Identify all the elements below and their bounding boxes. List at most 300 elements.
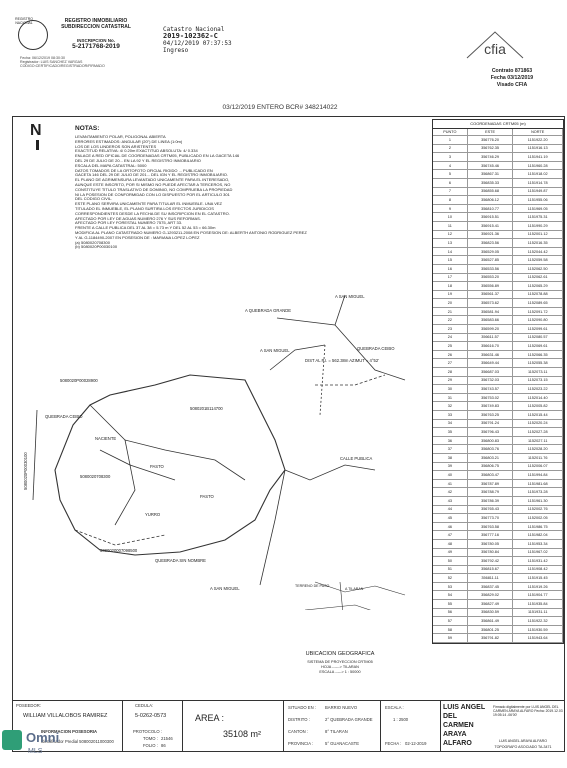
note-line: DATOS TOMADOS DE LA ORTOFOTO OFICIAL RIGIDO ... PUBLICADO EN: [75, 167, 213, 173]
cell-norte: 1151961.30: [513, 496, 563, 505]
cell-punto: 34: [433, 419, 467, 428]
note-line: (a) 5080020708300: [75, 239, 110, 245]
north-arrow-bar: [36, 140, 39, 150]
cell-norte: 1151990.29: [513, 221, 563, 230]
cell-este: 356773.70: [467, 514, 513, 523]
cell-norte: 1152015.44: [513, 411, 563, 420]
cell-punto: 25: [433, 342, 467, 351]
cell-punto: 28: [433, 368, 467, 377]
stream-sin-nombre: [75, 530, 165, 545]
cell-norte: 1152044.42: [513, 247, 563, 256]
label-quebrada-grande: A QUEBRADA GRANDE: [245, 308, 292, 313]
cell-punto: 36: [433, 436, 467, 445]
cell-punto: 24: [433, 333, 467, 342]
cell-norte: 1151914.78: [513, 178, 563, 187]
cell-norte: 1152062.50: [513, 264, 563, 273]
table-row: [433, 471, 563, 480]
table-row: [433, 608, 563, 617]
distrito-value: 2° QUEBRADA GRANDE: [325, 717, 373, 722]
table-row: [433, 290, 563, 299]
signer-title-2: TOPOGRAFO ASOCIADO TA-3471: [494, 745, 552, 749]
cell-este: 356801.25: [467, 625, 513, 634]
road-calle-publica: [285, 465, 375, 480]
cell-norte: 1152065.29: [513, 282, 563, 291]
cell-punto: 55: [433, 600, 467, 609]
fecha-value: 02-12-2019: [405, 741, 427, 746]
table-row: [433, 565, 563, 574]
cell-punto: 11: [433, 221, 467, 230]
cell-este: 356806.12: [467, 196, 513, 205]
fecha-label: FECHA :: [385, 741, 402, 746]
table-row: [433, 325, 563, 334]
cell-este: 356561.37: [467, 290, 513, 299]
cell-norte: 1151941.19: [513, 153, 563, 162]
cell-norte: 1152014.40: [513, 393, 563, 402]
cell-este: 356791.82: [467, 634, 513, 643]
table-row: [433, 539, 563, 548]
note-line: (b) 5080020P00030100: [75, 244, 118, 250]
cell-norte: 1151922.32: [513, 617, 563, 626]
note-line: NI LA POSESION DE CONFORMIDAD CON LO DISPUESTO POR EL ARTICULO 301: [75, 191, 230, 197]
cell-norte: 1151915.45: [513, 574, 563, 583]
cell-este: 356837.45: [467, 582, 513, 591]
info-posesoria-sub: Identificador Predial 508002011000300: [41, 739, 114, 744]
cell-norte: 1151960.28: [513, 161, 563, 170]
table-row: [433, 213, 563, 222]
cell-norte: 1152023.22: [513, 385, 563, 394]
cell-norte: 1152002.05: [513, 514, 563, 523]
table-row: [433, 230, 563, 239]
label-quebrada-ceibo-left: QUEBRADA CEIBO: [45, 414, 83, 419]
cell-norte: 1152090.80: [513, 316, 563, 325]
cell-punto: 10: [433, 213, 467, 222]
cell-este: 356687.03: [467, 368, 513, 377]
registry-seal-text: REGISTRO NACIONAL: [15, 17, 33, 25]
cell-este: 356915.51: [467, 213, 513, 222]
cell-punto: 23: [433, 325, 467, 334]
cell-norte: 1152059.58: [513, 256, 563, 265]
cfia-contract: Contrato 871863: [491, 68, 533, 74]
cell-norte: 1151982.04: [513, 531, 563, 540]
cell-este: 356611.57: [467, 333, 513, 342]
cell-norte: 1151994.84: [513, 471, 563, 480]
cell-punto: 53: [433, 582, 467, 591]
cell-punto: 17: [433, 273, 467, 282]
table-row: [433, 496, 563, 505]
catastro-line-3: 04/12/2019 07:37:53: [163, 40, 232, 47]
cell-norte: 1151975.31: [513, 213, 563, 222]
label-parcel-3: 5080020708300: [80, 474, 111, 479]
cell-norte: 1151904.77: [513, 591, 563, 600]
cell-norte: 1151967.02: [513, 548, 563, 557]
table-row: [433, 342, 563, 351]
cell-este: 356829.02: [467, 591, 513, 600]
escala-label: ESCALA :: [385, 705, 404, 710]
cfia-visado: Visado CFIA: [496, 82, 528, 88]
table-row: [433, 299, 563, 308]
cell-este: 356830.59: [467, 608, 513, 617]
divider: [440, 700, 441, 752]
cell-punto: 48: [433, 539, 467, 548]
cell-norte: 1151949.87: [513, 187, 563, 196]
cell-punto: 39: [433, 462, 467, 471]
note-line: EL PLANO DE AGRIMENSURA LEVANTADO UNICAMENTE PARA EL INTERESADO,: [75, 177, 230, 183]
cell-este: 356765.43: [467, 505, 513, 514]
note-line: ESCALA DEL MAPA CATASTRAL: 5000: [75, 162, 147, 168]
note-line: Y AL G-1184490-2007 EN POSESION DE : MARIANA LOPEZ LOPEZ: [75, 234, 200, 240]
cell-este: 356800.83: [467, 436, 513, 445]
left-boundary: [33, 410, 37, 500]
cell-este: 356732.03: [467, 376, 513, 385]
cell-punto: 49: [433, 548, 467, 557]
cell-este: 356583.66: [467, 316, 513, 325]
cell-este: 356803.76: [467, 445, 513, 454]
poseedor-value: WILLIAM VILLALOBOS RAMIREZ: [23, 713, 108, 719]
label-parcel-4: 5080020007098500: [100, 548, 138, 553]
cell-este: 356529.05: [467, 247, 513, 256]
cell-norte: 1151969.05: [513, 204, 563, 213]
table-row: [433, 531, 563, 540]
table-row: [433, 239, 563, 248]
cell-norte: 1152027.28: [513, 428, 563, 437]
col-este: ESTE: [467, 129, 513, 136]
label-dist: DIST AL P.I. = 562.38m AZIMUT = 4°52': [305, 358, 380, 363]
cell-norte: 1151919.26: [513, 582, 563, 591]
registry-meta: [20, 56, 148, 68]
cell-este: 356855.68: [467, 187, 513, 196]
escala-value: 1 : 2500: [393, 717, 409, 722]
tomo-label: TOMO :: [143, 736, 158, 741]
catastro-stamp: [163, 26, 273, 54]
note-line: CORRESPONDIENTES DESDE LA FECHA DE SU INSCRIPCION EN EL CATASTRO.: [75, 210, 230, 216]
label-pasto-1: PASTO: [150, 464, 164, 469]
cell-norte: 1152089.65: [513, 299, 563, 308]
cell-punto: 21: [433, 307, 467, 316]
note-line: CONSTITUYE TITULO TRASLATIVO DE DOMINIO, NO COMPRUEBA LA PROPIEDAD: [75, 186, 233, 192]
table-row: [433, 144, 563, 153]
table-row: [433, 479, 563, 488]
cell-norte: 1151953.34: [513, 539, 563, 548]
cell-este: 356777.16: [467, 531, 513, 540]
table-row: [433, 247, 563, 256]
signer-digital-signature: Firmado digitalmente por LUIS ANGEL DEL CARMEN ARAYA ALFARO Fecha: 2019.12.03 19:05:14 -06'00': [493, 705, 563, 718]
note-line: TITULADO EL INMUEBLE, EL PLANO SURTIRA LOS EFECTOS JURIDICOS: [75, 205, 214, 211]
cell-norte: 1151918.02: [513, 170, 563, 179]
table-row: [433, 221, 563, 230]
cell-punto: 58: [433, 625, 467, 634]
cell-punto: 56: [433, 608, 467, 617]
table-row: [433, 307, 563, 316]
cell-norte: 1152016.35: [513, 239, 563, 248]
table-row: [433, 359, 563, 368]
cell-este: 356780.84: [467, 548, 513, 557]
cell-punto: 20: [433, 299, 467, 308]
cell-punto: 4: [433, 161, 467, 170]
cell-norte: 1152028.20: [513, 445, 563, 454]
cfia-date: Fecha 03/12/2019: [490, 75, 534, 81]
note-line: FRENTE A CALLE PUBLICA DEL 37 AL 38 = 5.73 m Y DEL 52 AL 53 = 66.30m: [75, 225, 216, 231]
note-line: LEVANTAMIENTO POLAR, POLIGONAL ABIERTA: [75, 134, 166, 139]
cell-norte: 1151986.75: [513, 522, 563, 531]
cell-norte: 1151943.64: [513, 634, 563, 643]
label-san-miguel-bottom: A SAN MIGUEL: [210, 586, 240, 591]
coordinates-table: [432, 119, 564, 644]
cell-punto: 18: [433, 282, 467, 291]
cell-este: 356573.62: [467, 299, 513, 308]
table-row: [433, 161, 563, 170]
cell-norte: 1152099.61: [513, 325, 563, 334]
table-row: [433, 436, 563, 445]
table-row: [433, 617, 563, 626]
note-line: AUNQUE ESTE INSCRITO, POR SI MISMO NO PUEDE AFECTAR A TERCEROS, NO: [75, 181, 231, 187]
registry-meta-code: CODIGO:CERTIFICADO/REGISTRADOR/FIRMADO: [20, 64, 105, 68]
cell-este: 356780.05: [467, 539, 513, 548]
cell-este: 356861.49: [467, 617, 513, 626]
table-row: [433, 316, 563, 325]
cell-norte: 1152062.61: [513, 273, 563, 282]
cell-este: 356811.11: [467, 574, 513, 583]
signer-title-1: LUIS ANGEL ARAYA ALFARO: [498, 739, 548, 743]
note-line: ERRORES ESTIMADOS: ANGULAR (20") DE LINEA (1:0m): [75, 138, 183, 144]
table-row: [433, 187, 563, 196]
label-yurro: YURRO: [145, 512, 161, 517]
cell-norte: 1151973.28: [513, 488, 563, 497]
table-row: [433, 196, 563, 205]
inset-title: TERRENO DE PASO: [295, 584, 330, 588]
cell-punto: 1: [433, 136, 467, 145]
title-block: [12, 700, 565, 752]
tomo-value: 21546: [161, 736, 173, 741]
cell-este: 356915.41: [467, 221, 513, 230]
col-punto: PUNTO: [433, 129, 467, 136]
cell-punto: 8: [433, 196, 467, 205]
label-parcel-1: 5080020P00028900: [60, 378, 98, 383]
divider: [182, 700, 183, 752]
cell-este: 356867.31: [467, 170, 513, 179]
cell-punto: 2: [433, 144, 467, 153]
table-row: [433, 393, 563, 402]
cell-norte: 1151916.13: [513, 144, 563, 153]
house-icon: [2, 730, 22, 750]
table-row: [433, 634, 563, 643]
cell-punto: 43: [433, 496, 467, 505]
label-parcel-2: 5080201B114700: [190, 406, 223, 411]
label-san-miguel-mid: A SAN MIGUEL: [260, 348, 290, 353]
cell-punto: 50: [433, 557, 467, 566]
cfia-logo-text: cfia: [484, 41, 506, 57]
table-row: [433, 557, 563, 566]
ubicacion-title: UBICACION GEOGRAFICA: [305, 651, 375, 657]
cell-este: 356527.85: [467, 256, 513, 265]
ubicacion-escala: ESCALA -----> 1 : 50000: [319, 670, 361, 674]
inset-label-tilaran: A TILARAN: [345, 587, 364, 591]
note-line: ESTE PLANO SERVIRA UNICAMENTE PARA TITULAR EL INMUEBLE. UNA VEZ: [75, 201, 223, 207]
entry-line: 03/12/2019 ENTERO BCR# 348214022: [222, 104, 338, 111]
omni-mls-watermark: [2, 724, 60, 766]
cell-norte: 1152080.57: [513, 333, 563, 342]
label-quebrada-sin-nombre: QUEBRADA SIN NOMBRE: [155, 558, 206, 563]
cell-este: 356533.56: [467, 264, 513, 273]
interior-track-3: [115, 440, 135, 525]
catastro-line-2: 2019-102362-C: [163, 32, 218, 40]
cell-este: 356753.02: [467, 393, 513, 402]
coordinates-grid: [433, 129, 563, 643]
note-line: DEL 29 DE JULIO DE 20... EN LA 92 Y EL REGISTRO INMOBILIARIO: [75, 157, 201, 163]
cedula-label: CEDULA:: [135, 703, 154, 708]
info-posesoria-label: INFORMACION POSESORIA: [41, 729, 98, 734]
table-row: [433, 505, 563, 514]
label-naciente: NACIENTE: [95, 436, 117, 441]
col-norte: NORTE: [513, 129, 563, 136]
cell-punto: 3: [433, 153, 467, 162]
road-san-miguel-top: [335, 295, 345, 325]
table-row: [433, 170, 563, 179]
cell-norte: 1152001.12: [513, 230, 563, 239]
cell-norte: 1152002.76: [513, 505, 563, 514]
cell-este: 356762.35: [467, 144, 513, 153]
cell-este: 356746.29: [467, 153, 513, 162]
note-line: ENLACE A RED OFICIAL DE COORDENADAS CRTM05, PUBLICADO EN LA GACETA 146: [75, 153, 240, 159]
cell-punto: 41: [433, 479, 467, 488]
cell-este: 356796.43: [467, 428, 513, 437]
cell-punto: 51: [433, 565, 467, 574]
cell-norte: 1151931.42: [513, 557, 563, 566]
table-row: [433, 385, 563, 394]
cell-punto: 46: [433, 522, 467, 531]
table-row: [433, 333, 563, 342]
survey-map: [15, 290, 430, 610]
parcel-boundary: [55, 375, 285, 555]
cell-este: 356792.42: [467, 557, 513, 566]
cell-punto: 47: [433, 531, 467, 540]
cell-punto: 35: [433, 428, 467, 437]
cell-este: 356581.94: [467, 307, 513, 316]
cell-este: 356803.21: [467, 453, 513, 462]
cell-este: 356788.79: [467, 488, 513, 497]
cell-este: 356787.89: [467, 479, 513, 488]
note-line: AFECTADO POR LEY FORESTAL NUMERO 7575, ART 33.: [75, 220, 183, 226]
table-row: [433, 282, 563, 291]
table-row: [433, 136, 563, 145]
cell-punto: 59: [433, 634, 467, 643]
cell-este: 356921.36: [467, 230, 513, 239]
table-row: [433, 256, 563, 265]
table-row: [433, 445, 563, 454]
cell-punto: 44: [433, 505, 467, 514]
north-arrow-icon: N: [30, 122, 42, 139]
label-san-miguel-top: A SAN MIGUEL: [335, 294, 365, 299]
catastro-line-1: Catastro Nacional: [163, 26, 225, 33]
cell-este: 356631.46: [467, 350, 513, 359]
cell-este: 356827.49: [467, 600, 513, 609]
situado-label: SITUADO EN :: [288, 705, 316, 710]
inscription-label: INSCRIPCION No.: [76, 38, 115, 43]
cell-punto: 22: [433, 316, 467, 325]
cell-punto: 29: [433, 376, 467, 385]
canton-value: 8° TILARAN: [325, 729, 348, 734]
protocolo-label: PROTOCOLO :: [133, 729, 163, 734]
cell-norte: 1152066.35: [513, 350, 563, 359]
table-row: [433, 548, 563, 557]
cell-este: 356763.25: [467, 411, 513, 420]
cell-este: 356815.67: [467, 565, 513, 574]
table-row: [433, 368, 563, 377]
cell-este: 356745.46: [467, 161, 513, 170]
cell-norte: 1152078.88: [513, 290, 563, 299]
cell-punto: 12: [433, 230, 467, 239]
registry-meta-date: Fecha: 06/12/2019 08:30:30: [20, 56, 65, 60]
cell-norte: 1152006.07: [513, 462, 563, 471]
cell-este: 356763.58: [467, 522, 513, 531]
cell-punto: 26: [433, 350, 467, 359]
table-row: [433, 402, 563, 411]
cell-punto: 45: [433, 514, 467, 523]
cell-norte: 1151922.20: [513, 136, 563, 145]
cell-este: 356616.70: [467, 342, 513, 351]
cell-este: 356599.20: [467, 325, 513, 334]
table-row: [433, 153, 563, 162]
cell-norte: 1152073.15: [513, 376, 563, 385]
cell-norte: 1152073.11: [513, 368, 563, 377]
table-row: [433, 600, 563, 609]
cfia-stamp: [462, 68, 562, 89]
folio-label: FOLIO :: [143, 743, 158, 748]
label-quebrada-ceibo: QUEBRADA CEIBO: [357, 346, 395, 351]
coordinates-title: COORDENADAS CRTM05 (m): [433, 120, 563, 129]
cell-este: 356749.83: [467, 402, 513, 411]
divider: [122, 700, 123, 752]
area-value: 35108 m²: [223, 729, 262, 739]
cell-punto: 37: [433, 445, 467, 454]
cell-punto: 30: [433, 385, 467, 394]
ubicacion-projection: SISTEMA DE PROYECCION CRTM05: [307, 660, 373, 664]
cell-este: 356791.24: [467, 419, 513, 428]
ubicacion-details: [280, 660, 400, 675]
label-pasto-2: PASTO: [200, 494, 214, 499]
cell-norte: 1151930.59: [513, 625, 563, 634]
cell-norte: 1152091.72: [513, 307, 563, 316]
cell-este: 356553.20: [467, 273, 513, 282]
note-line: DEL CODIGO CIVIL.: [75, 196, 113, 202]
table-row: [433, 428, 563, 437]
cell-este: 356556.89: [467, 282, 513, 291]
cell-este: 356806.75: [467, 462, 513, 471]
table-row: [433, 350, 563, 359]
label-calle-publica: CALLE PUBLICA: [340, 456, 373, 461]
ubicacion-hoja: HOJA ------> TILARAN: [321, 665, 359, 669]
cfia-logo: [465, 30, 525, 60]
cell-punto: 42: [433, 488, 467, 497]
notes-title: NOTAS:: [75, 125, 100, 132]
cell-este: 356786.39: [467, 496, 513, 505]
table-row: [433, 204, 563, 213]
table-row: [433, 376, 563, 385]
area-label: AREA :: [195, 713, 225, 723]
dist-line: [320, 345, 325, 415]
table-row: [433, 178, 563, 187]
table-row: [433, 273, 563, 282]
cedula-value: 5-0262-0573: [135, 713, 167, 719]
cell-norte: 1152055.38: [513, 359, 563, 368]
cell-norte: 1152005.82: [513, 402, 563, 411]
cell-punto: 32: [433, 402, 467, 411]
cell-este: 356743.57: [467, 385, 513, 394]
note-line: EXACTITUD RELATIVA: 4/ 0.20m EXACTITUD ABSOLUTA: 4/ 0.334: [75, 148, 198, 154]
cell-norte: 1151935.84: [513, 600, 563, 609]
note-line: LOS DE LOS LINDEROS SON ARISTENTES: [75, 143, 157, 149]
table-row: [433, 264, 563, 273]
table-row: [433, 419, 563, 428]
